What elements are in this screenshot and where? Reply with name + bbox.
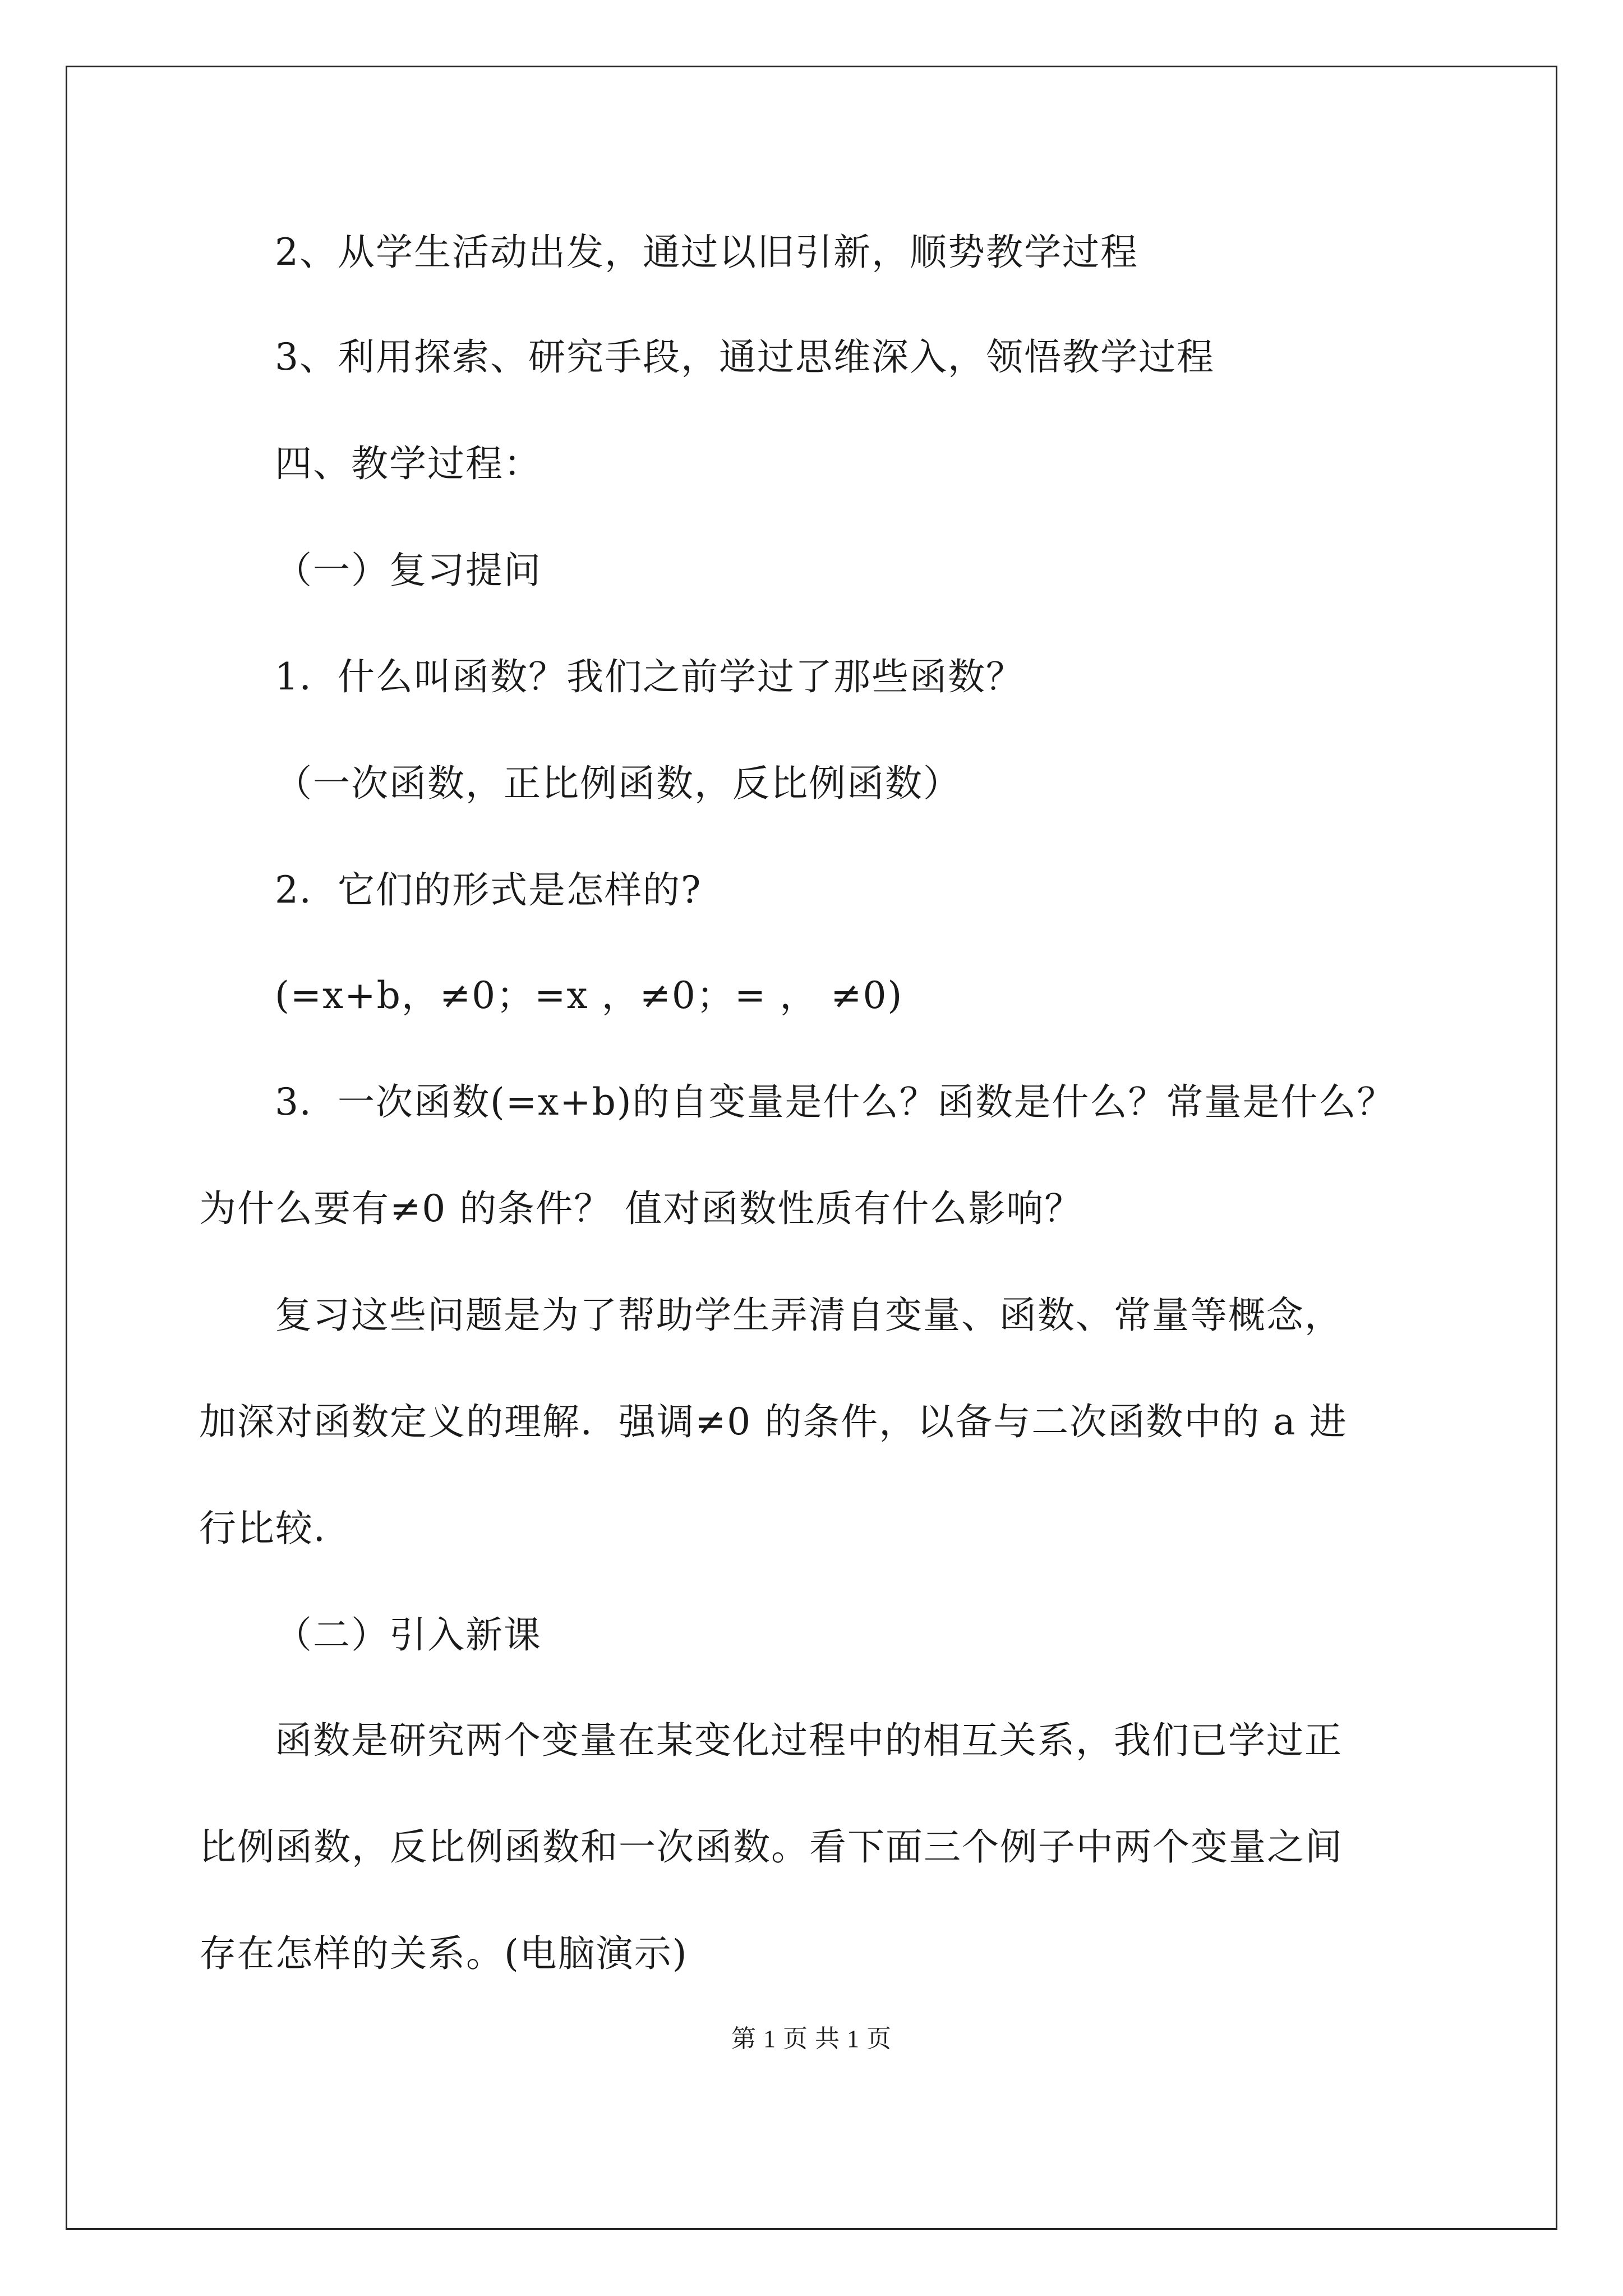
question-line: 为什么要有≠0 的条件？ 值对函数性质有什么影响？ <box>199 1187 1083 1230</box>
paragraph-line: 函数是研究两个变量在某变化过程中的相互关系，我们已学过正 <box>275 1719 1343 1762</box>
question-line: 3．一次函数(=x+b)的自变量是什么？函数是什么？常量是什么？ <box>275 1080 1395 1124</box>
paragraph-line: 加深对函数定义的理解．强调≠0 的条件，以备与二次函数中的 a 进 <box>199 1400 1348 1443</box>
formula-line: (=x+b，≠0；=x ，≠0；= ， ≠0) <box>275 974 903 1017</box>
question-line: 2．它们的形式是怎样的? <box>275 868 702 912</box>
section-heading: 四、教学过程： <box>275 442 542 485</box>
paragraph-line: 3、利用探索、研究手段，通过思维深入，领悟教学过程 <box>275 335 1215 379</box>
paragraph-line: 2、从学生活动出发，通过以旧引新，顺势教学过程 <box>275 231 1138 274</box>
page-border <box>66 66 1557 2230</box>
page-footer: 第 1 页 共 1 页 <box>731 2025 892 2053</box>
answer-line: （一次函数，正比例函数，反比例函数） <box>275 762 961 805</box>
paragraph-line: 复习这些问题是为了帮助学生弄清自变量、函数、常量等概念， <box>275 1294 1343 1337</box>
question-line: 1．什么叫函数？我们之前学过了那些函数？ <box>275 655 1024 698</box>
subsection-heading: （二）引入新课 <box>275 1613 542 1657</box>
subsection-heading: （一）复习提问 <box>275 549 542 592</box>
paragraph-line: 存在怎样的关系。(电脑演示) <box>199 1932 688 1975</box>
paragraph-line: 行比较． <box>199 1507 352 1550</box>
paragraph-line: 比例函数，反比例函数和一次函数。看下面三个例子中两个变量之间 <box>199 1825 1343 1869</box>
